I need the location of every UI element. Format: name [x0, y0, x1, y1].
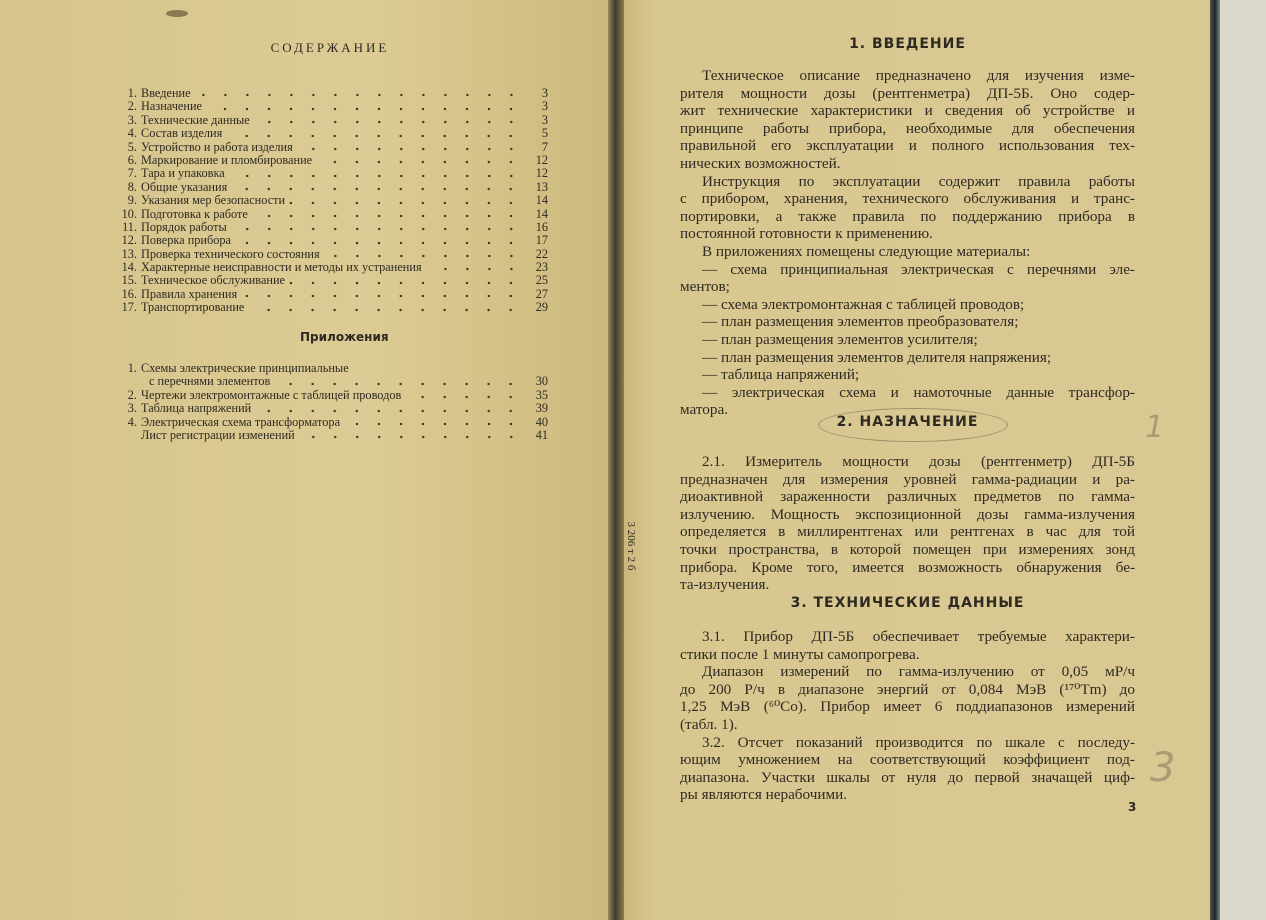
text-line: нических возможностей. — [680, 154, 841, 172]
text-line: — схема принципиальная электрическая с перечнями эле- — [702, 260, 1135, 278]
toc-entry-page: 30 — [535, 374, 548, 389]
toc-entry — [118, 288, 548, 301]
toc-entry-number: 12. — [121, 233, 137, 248]
toc-entry-page: 3 — [541, 85, 548, 100]
dot-leader — [297, 145, 522, 151]
toc-entry-number: 7. — [127, 166, 137, 181]
toc-entry — [118, 181, 548, 194]
toc-entry-page: 40 — [535, 414, 548, 429]
toc-entry-page: 25 — [535, 273, 548, 288]
dot-leader — [274, 380, 522, 386]
toc-entry-page: 16 — [535, 219, 548, 234]
toc-entry-title: Поверка прибора — [141, 233, 232, 248]
toc-entry-page: 14 — [535, 206, 548, 221]
toc-entry — [118, 100, 548, 113]
dot-leader — [241, 292, 522, 298]
spine-code: 3 206 т 2 б — [625, 521, 637, 571]
text-line: предназначен для измерения уровней гамма-радиации и ра- — [680, 470, 1135, 488]
toc-entry-page: 27 — [535, 286, 548, 301]
toc-entry — [118, 416, 548, 429]
dot-leader — [231, 225, 522, 231]
pencil-mark: 1 — [1145, 410, 1165, 445]
toc-entry-number: 3. — [127, 401, 137, 416]
toc-entry-page: 13 — [535, 179, 548, 194]
text-line: — электрическая схема и намоточные данные трансфор- — [702, 383, 1135, 401]
toc-entry-title: Транспортирование — [141, 300, 245, 315]
text-line: рителя мощности дозы (рентгенметра) ДП-5Б. Оно содер- — [680, 84, 1135, 102]
toc-entry-title: с перечнями элементов — [149, 374, 271, 389]
dot-leader — [206, 105, 522, 111]
toc-entry — [118, 114, 548, 127]
text-line: 3.2. Отсчет показаний производится по шкале с последу- — [702, 733, 1135, 751]
appendix-list — [118, 362, 548, 442]
toc-entry-title: Состав изделия — [141, 126, 223, 141]
dot-leader — [248, 306, 522, 312]
toc-entry-page: 29 — [535, 300, 548, 315]
toc-entry — [118, 127, 548, 140]
toc-entry-number: 6. — [127, 152, 137, 167]
text-line: постоянной готовности к применению. — [680, 225, 933, 243]
toc-entry — [118, 389, 548, 402]
dot-leader — [324, 252, 522, 258]
text-line: матора. — [680, 401, 729, 419]
toc-entry-title: Общие указания — [141, 179, 228, 194]
toc-entry-title: Указания мер безопасности — [141, 193, 286, 208]
toc-entry-title: Техническое обслуживание — [141, 273, 286, 288]
text-line: — план размещения элементов преобразователя; — [702, 313, 1019, 331]
toc-entry-title: Технические данные — [141, 112, 250, 127]
toc-entry-number: 10. — [121, 206, 137, 221]
dot-leader — [299, 433, 522, 439]
dot-leader — [289, 279, 522, 285]
dot-leader — [229, 172, 522, 178]
toc-entry — [118, 402, 548, 415]
toc-entry-number: 15. — [121, 273, 137, 288]
text-line: — схема электромонтажная с таблицей проводов; — [702, 295, 1025, 313]
text-line: 2.1. Измеритель мощности дозы (рентгенметр) ДП-5Б — [702, 453, 1135, 470]
toc-entry-page: 12 — [535, 166, 548, 181]
toc-entry — [118, 375, 548, 388]
section-title-introduction: 1. ВВЕДЕНИЕ — [849, 36, 966, 52]
dot-leader — [195, 91, 522, 97]
text-line: принципе работы прибора, необходимые для обеспечения — [680, 119, 1135, 137]
text-line: точки пространства, в которой помещен при измерениях зонд — [680, 540, 1135, 558]
left-page — [0, 0, 612, 920]
toc-entry — [118, 261, 548, 274]
toc-entry-page: 35 — [535, 387, 548, 402]
toc-title: СОДЕРЖАНИЕ — [270, 40, 390, 55]
toc-entry — [118, 362, 548, 375]
toc-entry-number: 1. — [127, 360, 137, 375]
toc-entry-page: 14 — [535, 193, 548, 208]
text-line: та-излучения. — [680, 576, 770, 594]
section-title-purpose: 2. НАЗНАЧЕНИЕ — [836, 414, 979, 430]
toc-entry-number: 8. — [127, 179, 137, 194]
toc-entry — [118, 248, 548, 261]
appendix-title: Приложения — [300, 330, 389, 344]
toc-entry-page: 5 — [541, 126, 548, 141]
toc-entry-title: Характерные неисправности и методы их устранения — [141, 260, 422, 275]
dot-leader — [426, 265, 522, 271]
toc-entry-title: Чертежи электромонтажные с таблицей проводов — [141, 387, 402, 402]
text-line: прибора. Кроме того, имеется возможность обнаружения бе- — [680, 558, 1135, 576]
toc-entry-title: Тара и упаковка — [141, 166, 225, 181]
toc-entry-page: 7 — [541, 139, 548, 154]
toc-entry-title: Правила хранения — [141, 286, 238, 301]
toc-entry-page: 39 — [535, 401, 548, 416]
page-number: 3 — [1128, 800, 1137, 814]
text-line: диапазона. Участки шкалы от нуля до первой значащей циф- — [680, 768, 1135, 786]
toc-entry-title: Подготовка к работе — [141, 206, 248, 221]
toc-entry-title: Таблица напряжений — [141, 401, 252, 416]
text-line: правильной его эксплуатации и полного использования тех- — [680, 137, 1135, 155]
toc-entry-page: 41 — [535, 427, 548, 442]
text-line: диоактивной зараженности различных предметов по гамма- — [680, 488, 1135, 506]
toc-entry-title: Схемы электрические принципиальные — [141, 360, 349, 375]
book-spine — [608, 0, 624, 920]
dot-leader — [235, 239, 522, 245]
text-line: 1,25 МэВ (⁶⁰Co). Прибор имеет 6 поддиапазонов измерений — [680, 698, 1135, 716]
dot-leader — [289, 199, 522, 205]
text-line: до 200 Р/ч в диапазоне энергий от 0,084 МэВ (¹⁷⁰Tm) до — [680, 680, 1135, 698]
section-purpose-body — [680, 453, 1135, 594]
toc-entry-title: Лист регистрации изменений — [141, 427, 295, 442]
toc-entry-number: 5. — [127, 139, 137, 154]
text-line: 3.1. Прибор ДП-5Б обеспечивает требуемые характери- — [702, 628, 1135, 645]
toc-entry-page: 22 — [535, 246, 548, 261]
section-title-technical-data: 3. ТЕХНИЧЕСКИЕ ДАННЫЕ — [790, 595, 1025, 611]
toc-entry-title: Проверка технического состояния — [141, 246, 320, 261]
toc-entry — [118, 274, 548, 287]
page-edge — [1210, 0, 1220, 920]
toc-entry — [118, 194, 548, 207]
toc-entry-title: Электрическая схема трансформатора — [141, 414, 341, 429]
toc-entry-title: Устройство и работа изделия — [141, 139, 293, 154]
toc-entry-number: 11. — [122, 219, 137, 234]
ink-blot — [166, 10, 188, 17]
toc-entry-number: 4. — [127, 126, 137, 141]
text-line: (табл. 1). — [680, 715, 738, 733]
toc-entry — [118, 301, 548, 314]
section-introduction-body — [680, 67, 1135, 419]
toc-entry — [118, 167, 548, 180]
text-line: Диапазон измерений по гамма-излучению от 0,05 мР/ч — [702, 663, 1135, 681]
dot-leader — [254, 118, 522, 124]
toc-entry — [118, 221, 548, 234]
text-line: определяется в миллирентгенах или рентгенах в час для той — [680, 523, 1135, 541]
text-line: Техническое описание предназначено для изучения изме- — [702, 67, 1135, 84]
toc-entry-number: 1. — [127, 85, 137, 100]
toc-entry-number: 9. — [127, 193, 137, 208]
dot-leader — [344, 420, 522, 426]
toc-entry — [118, 429, 548, 442]
toc-entry-title: Введение — [141, 85, 191, 100]
toc-list — [118, 87, 548, 315]
dot-leader — [405, 393, 522, 399]
text-line: В приложениях помещены следующие материалы: — [702, 242, 1031, 260]
text-line: ментов; — [680, 278, 730, 296]
toc-entry-number: 2. — [127, 387, 137, 402]
toc-entry-number: 14. — [121, 260, 137, 275]
toc-entry — [118, 87, 548, 100]
toc-entry-number: 4. — [127, 414, 137, 429]
toc-entry-title: Маркирование и пломбирование — [141, 152, 313, 167]
toc-entry-page: 3 — [541, 112, 548, 127]
toc-entry-page: 17 — [535, 233, 548, 248]
toc-entry — [118, 154, 548, 167]
toc-entry-page: 12 — [535, 152, 548, 167]
toc-entry-title: Порядок работы — [141, 219, 227, 234]
toc-entry-number: 17. — [121, 300, 137, 315]
toc-entry — [118, 208, 548, 221]
text-line: жит технические характеристики и сведения об устройстве и — [680, 102, 1135, 120]
dot-leader — [255, 407, 522, 413]
toc-entry-page: 23 — [535, 260, 548, 275]
dot-leader — [252, 212, 522, 218]
toc-entry — [118, 234, 548, 247]
toc-entry-title: Назначение — [141, 99, 203, 114]
dot-leader — [231, 185, 522, 191]
toc-entry-number: 16. — [121, 286, 137, 301]
text-line: ры являются нерабочими. — [680, 786, 848, 804]
toc-entry-page: 3 — [541, 99, 548, 114]
text-line: — план размещения элементов усилителя; — [702, 330, 978, 348]
text-line: ющим умножением на соответствующий коэффициент под- — [680, 751, 1135, 769]
section-technical-data-body — [680, 628, 1135, 804]
pencil-mark: 3 — [1150, 745, 1176, 791]
text-line: — таблица напряжений; — [702, 366, 860, 384]
text-line: портировки, а также правила по поддержанию прибора в — [680, 207, 1135, 225]
text-line: Инструкция по эксплуатации содержит правила работы — [702, 172, 1135, 190]
dot-leader — [316, 158, 522, 164]
text-line: стики после 1 минуты самопрогрева. — [680, 645, 920, 663]
text-line: с прибором, хранения, технического обслуживания и транс- — [680, 190, 1135, 208]
text-line: излучению. Мощность экспозиционной дозы гамма-излучения — [680, 505, 1135, 523]
toc-entry — [118, 141, 548, 154]
text-line: — план размещения элементов делителя напряжения; — [702, 348, 1052, 366]
toc-entry-number: 13. — [121, 246, 137, 261]
toc-entry-number: 3. — [127, 112, 137, 127]
dot-leader — [226, 132, 522, 138]
toc-entry-number: 2. — [127, 99, 137, 114]
